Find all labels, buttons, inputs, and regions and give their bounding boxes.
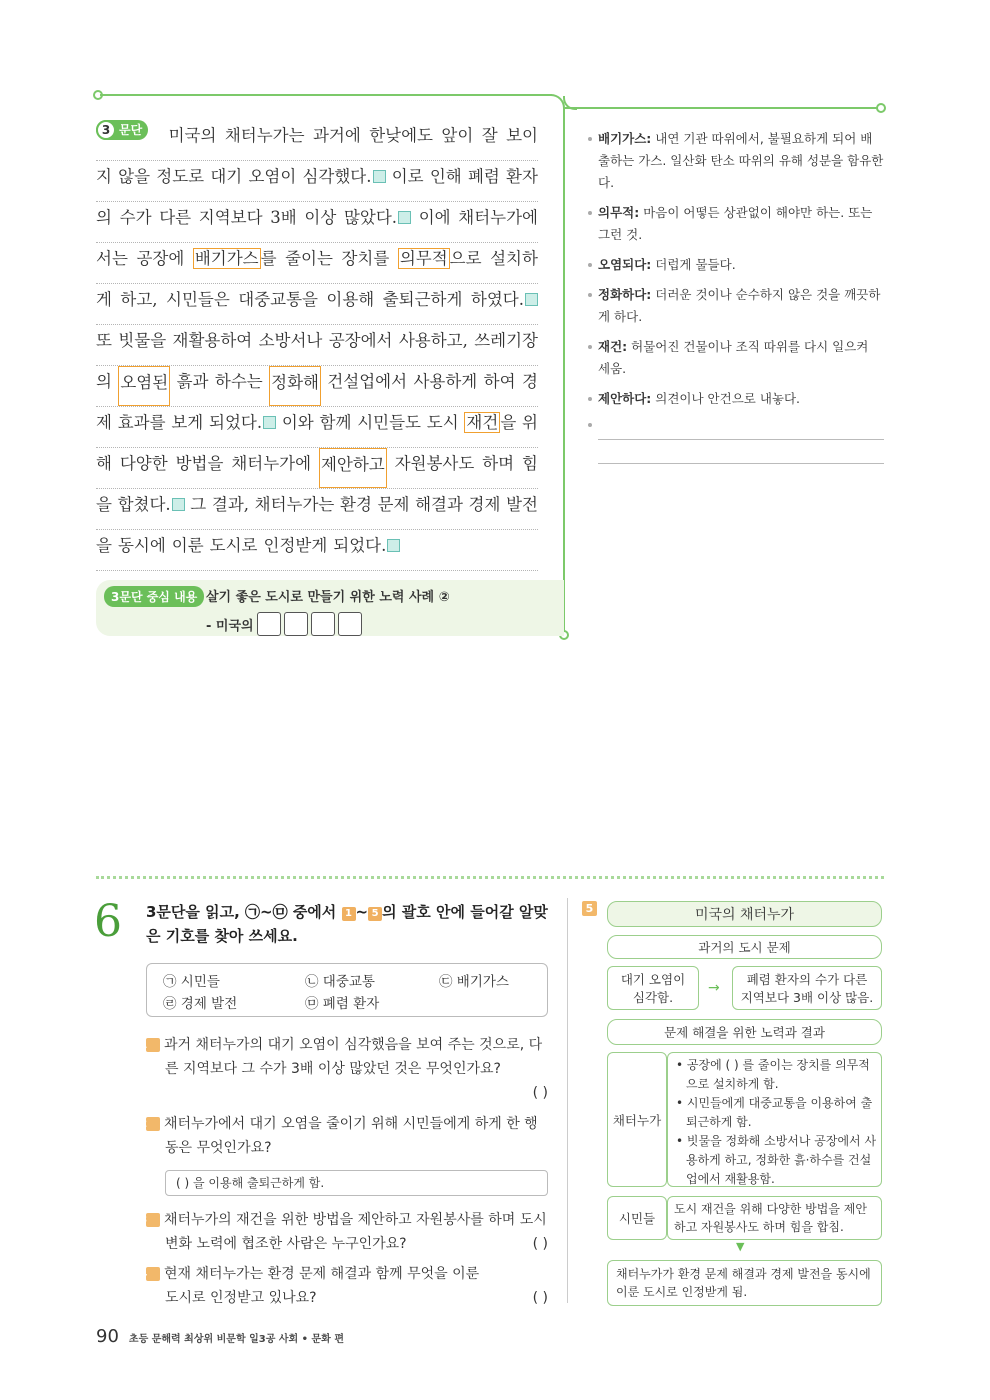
vocab-highlight: 정화해 [269,366,321,406]
vocab-item: 재건: 허물어진 건물이나 조직 따위를 다시 일으켜 세움. [588,336,884,380]
option: ㉢ 배기가스 [439,974,509,990]
frame-line-vertical [563,112,565,634]
option: ㉤ 폐렴 환자 [305,996,380,1012]
book-title: 초등 문해력 최상위 비문학 일3공 사회 • 문화 편 [128,1334,344,1345]
vocab-item: 의무적: 마음이 어떻든 상관없이 해야만 하는. 또는 그런 것. [588,202,884,246]
sentence-checkbox[interactable] [398,211,411,224]
answer-paren[interactable]: ( ) [532,1236,548,1252]
passage-line: 게 하고, 시민들은 대중교통을 이용해 출퇴근하게 하였다. [96,284,538,325]
effect-box: 폐렴 환자의 수가 다른 지역보다 3배 이상 많음. [732,966,882,1010]
sub-question-1: 1 과거 채터누가의 대기 오염이 심각했음을 보여 주는 것으로, 다른 지역보다 그 수가 3배 이상 많았던 것은 무엇인가요? ( ) [146,1033,548,1105]
column-divider [567,898,568,1303]
answer-options [146,963,548,1017]
answer-field[interactable]: ( ) 을 이용해 출퇴근하게 함. [165,1170,548,1196]
frame-dot-right [876,103,886,113]
passage-line: 지 않을 정도로 대기 오염이 심각했다. 이로 인해 폐렴 환자 [96,161,538,202]
option: ㉠ 시민들 [163,974,220,990]
sentence-checkbox[interactable] [387,539,400,552]
list-item: • 공장에 ( ) 를 줄이는 장치를 의무적으로 설치하게 함. [676,1058,870,1091]
frame-line-top [100,94,552,96]
right-arrow-icon: → [708,980,720,996]
sentence-checkbox[interactable] [172,498,185,511]
page-footer [96,1326,344,1347]
option: ㉡ 대중교통 [305,974,375,990]
passage-line: 제 효과를 보게 되었다. 이와 함께 시민들도 도시 재건 을 위 [96,407,538,448]
result-box: 채터누가가 환경 문제 해결과 경제 발전을 동시에 이룬 도시로 인정받게 됨. [607,1260,882,1306]
question-title: 3문단을 읽고, ㉠~㉤ 중에서 1 ~ 5 의 괄호 안에 들어갈 알맞은 기호를 찾아 쓰세요. [146,903,548,945]
paragraph-summary [96,580,564,636]
vocab-item: 제안하다: 의견이나 안건으로 내놓다. [588,388,884,410]
vocab-item: 오염되다: 더럽게 물들다. [588,254,884,276]
vocab-highlight: 배기가스 [194,249,259,268]
frame-line-right [565,107,878,109]
vocab-highlight: 오염된 [118,366,170,406]
passage-line: 3 문단 미국의 채터누가는 과거에 한낮에도 앞이 잘 보이 [96,120,538,161]
section-divider [96,876,884,879]
passage-line: 을 동시에 이룬 도시로 인정받게 되었다. [96,530,538,571]
answer-box[interactable] [284,612,308,636]
diagram-number: 5 [582,901,597,916]
vocab-highlight: 제안하고 [319,448,387,488]
diagram-title: 미국의 채터누가 [607,901,882,927]
passage-line: 의 오염된 흙과 하수는 정화해 건설업에서 사용하게 하여 경 [96,366,538,407]
sentence-checkbox[interactable] [263,416,276,429]
vocabulary-list [588,128,884,464]
down-arrow-icon: ▼ [736,1240,745,1253]
list-item: • 시민들에게 대중교통을 이용하여 출퇴근하게 함. [676,1096,873,1129]
answer-box[interactable] [257,612,281,636]
city-actions-list [676,1056,878,1189]
list-item: • 빗물을 정화해 소방서나 공장에서 사용하게 하고, 정화한 흙·하수를 건설업에서 재활용함. [676,1134,877,1186]
passage-line: 서는 공장에 배기가스 를 줄이는 장치를 의무적 으로 설치하 [96,243,538,284]
answer-paren[interactable]: ( ) [532,1085,548,1101]
cause-box: 대기 오염이 심각함. [607,966,699,1010]
summary-blank-line: - 미국의 [206,612,362,636]
citizen-action: 도시 재건을 위해 다양한 방법을 제안하고 자원봉사도 하며 힘을 합침. [667,1196,882,1240]
passage-line: 또 빗물을 재활용하여 소방서나 공장에서 사용하고, 쓰레기장 [96,325,538,366]
sub-question-2: 2 채터누가에서 대기 오염을 줄이기 위해 시민들에게 하게 한 행동은 무엇인가요? [139,1116,538,1156]
answer-paren[interactable]: ( ) [532,1290,548,1306]
passage-line: 을 합쳤다. 그 결과, 채터누가는 환경 문제 해결과 경제 발전 [96,489,538,530]
answer-box[interactable] [338,612,362,636]
passage [96,120,538,571]
vocab-highlight: 재건 [466,413,499,432]
vocab-item: 배기가스: 내연 기관 따위에서, 불필요하게 되어 배출하는 가스. 일산화 탄소 따위의 유해 성분을 함유한다. [588,128,884,194]
vocab-blank-item[interactable] [588,414,884,440]
passage-line: 의 수가 다른 지역보다 3배 이상 많았다. 이에 채터누가에 [96,202,538,243]
summary-tag: 3문단 중심 내용 [104,586,204,607]
effort-header: 문제 해결을 위한 노력과 결과 [607,1019,882,1045]
question-number: 6 [94,896,122,947]
citizen-label: 시민들 [607,1196,667,1240]
vocab-highlight: 의무적 [399,249,448,268]
sub-question-3: 3 채터누가의 재건을 위한 방법을 제안하고 자원봉사를 하며 도시 변화 노력에 협조한 사람은 누구인가요? [139,1212,547,1252]
past-problems-header: 과거의 도시 문제 [607,935,882,959]
answer-box[interactable] [311,612,335,636]
sentence-checkbox[interactable] [525,293,538,306]
vocab-blank-line[interactable] [598,438,884,464]
page-number: 90 [96,1326,119,1347]
option: ㉣ 경제 발전 [163,996,238,1012]
vocab-item: 정화하다: 더러운 것이나 순수하지 않은 것을 깨끗하게 하다. [588,284,884,328]
city-label: 채터누가 [607,1052,667,1187]
summary-text: 살기 좋은 도시로 만들기 위한 노력 사례 ② [206,590,450,605]
passage-line: 해 다양한 방법을 채터누가에 제안하고 자원봉사도 하며 힘 [96,448,538,489]
paragraph-badge: 3 문단 [96,120,148,140]
sub-question-4: 4 현재 채터누가는 환경 문제 해결과 함께 무엇을 이룬 도시로 인정받고 있나요? [139,1266,480,1306]
sentence-checkbox[interactable] [373,170,386,183]
